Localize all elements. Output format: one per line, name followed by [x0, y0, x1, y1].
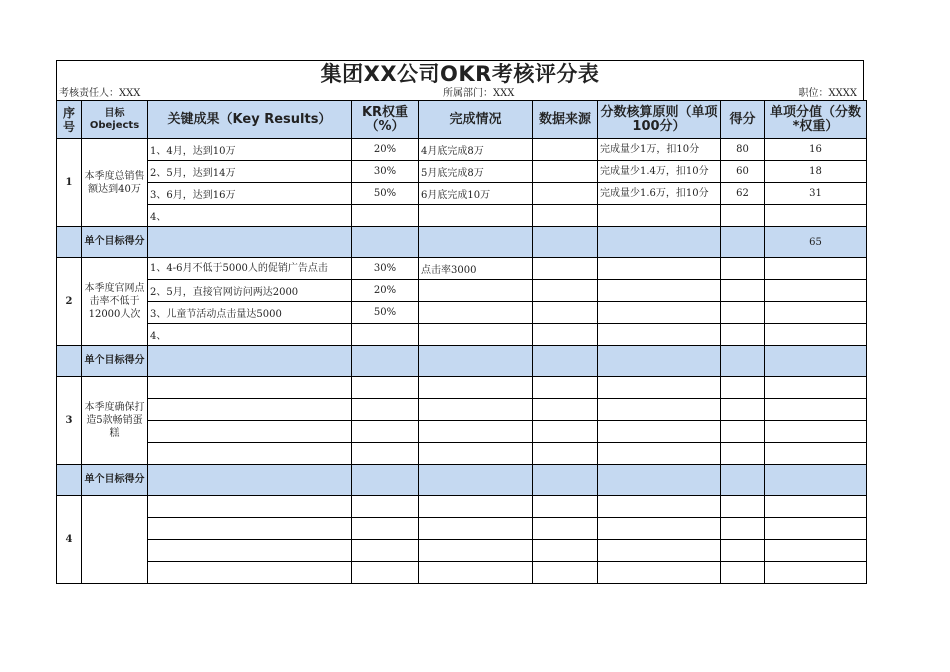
kr-weight[interactable]: 30%: [352, 161, 419, 183]
kr-source[interactable]: [533, 562, 598, 584]
kr-text[interactable]: 2、5月，直接官网访问两达2000: [148, 280, 352, 302]
subtotal-row: [57, 346, 867, 377]
header-item-score: 单项分值（分数*权重）: [765, 101, 867, 139]
kr-text[interactable]: [148, 540, 352, 562]
kr-text[interactable]: 4、: [148, 205, 352, 227]
kr-weight[interactable]: 50%: [352, 302, 419, 324]
okr-score-sheet: [56, 60, 864, 584]
kr-weight[interactable]: [352, 205, 419, 227]
subtotal-row: [57, 465, 867, 496]
kr-item-score[interactable]: [765, 443, 867, 465]
kr-weight[interactable]: [352, 496, 419, 518]
kr-source[interactable]: [533, 258, 598, 280]
kr-item-score[interactable]: [765, 540, 867, 562]
kr-score[interactable]: [721, 562, 765, 584]
kr-completion[interactable]: [419, 377, 533, 399]
kr-item-score[interactable]: [765, 324, 867, 346]
kr-item-score[interactable]: 16: [765, 139, 867, 161]
header-data-source: 数据来源: [533, 101, 598, 139]
kr-weight[interactable]: 20%: [352, 139, 419, 161]
objective-text: 本季度确保打造5款畅销蛋糕: [82, 377, 148, 465]
kr-completion[interactable]: [419, 205, 533, 227]
kr-principle[interactable]: [598, 377, 721, 399]
header-kr-weight: KR权重（%）: [352, 101, 419, 139]
kr-principle[interactable]: [598, 399, 721, 421]
kr-source[interactable]: [533, 280, 598, 302]
kr-row: [57, 496, 867, 518]
kr-row: [57, 302, 867, 324]
kr-source[interactable]: [533, 443, 598, 465]
kr-principle[interactable]: [598, 280, 721, 302]
subtotal-value[interactable]: 65: [765, 227, 867, 258]
kr-item-score[interactable]: [765, 421, 867, 443]
kr-score[interactable]: [721, 421, 765, 443]
kr-item-score[interactable]: [765, 496, 867, 518]
kr-score[interactable]: 60: [721, 161, 765, 183]
header-seq: 序号: [57, 101, 82, 139]
kr-row: [57, 399, 867, 421]
header-key-results: 关键成果（Key Results）: [148, 101, 352, 139]
kr-score[interactable]: [721, 496, 765, 518]
subtotal-label: 单个目标得分: [82, 227, 148, 258]
objective-seq: 3: [57, 377, 82, 465]
subtotal-row: [57, 227, 867, 258]
kr-principle[interactable]: [598, 324, 721, 346]
kr-item-score[interactable]: [765, 377, 867, 399]
header-score-principle: 分数核算原则（单项100分）: [598, 101, 721, 139]
kr-text[interactable]: 2、5月，达到14万: [148, 161, 352, 183]
kr-item-score[interactable]: [765, 258, 867, 280]
kr-text[interactable]: [148, 496, 352, 518]
header-objective: 目标 Obejects: [82, 101, 148, 139]
objective-text: 本季度总销售额达到40万: [82, 139, 148, 227]
kr-principle[interactable]: [598, 443, 721, 465]
kr-source[interactable]: [533, 161, 598, 183]
kr-source[interactable]: [533, 496, 598, 518]
objective-text: [82, 496, 148, 584]
kr-text[interactable]: [148, 421, 352, 443]
kr-source[interactable]: [533, 399, 598, 421]
kr-weight[interactable]: [352, 377, 419, 399]
kr-item-score[interactable]: [765, 280, 867, 302]
kr-weight[interactable]: [352, 399, 419, 421]
kr-text[interactable]: 1、4-6月不低于5000人的促销广告点击: [148, 258, 352, 280]
kr-weight[interactable]: [352, 443, 419, 465]
kr-weight[interactable]: [352, 540, 419, 562]
kr-source[interactable]: [533, 421, 598, 443]
objective-text: 本季度官网点击率不低于12000人次: [82, 258, 148, 346]
kr-source[interactable]: [533, 183, 598, 205]
kr-principle[interactable]: [598, 540, 721, 562]
kr-row: [57, 377, 867, 399]
objective-seq: 2: [57, 258, 82, 346]
kr-text[interactable]: [148, 518, 352, 540]
kr-row: [57, 280, 867, 302]
kr-completion[interactable]: [419, 518, 533, 540]
header-completion: 完成情况: [419, 101, 533, 139]
kr-weight[interactable]: [352, 421, 419, 443]
header-row: [57, 101, 867, 139]
kr-source[interactable]: [533, 540, 598, 562]
kr-item-score[interactable]: [765, 562, 867, 584]
kr-completion[interactable]: [419, 399, 533, 421]
sheet-title: 集团XX公司OKR考核评分表: [56, 60, 864, 88]
kr-row: [57, 421, 867, 443]
kr-row: [57, 540, 867, 562]
kr-completion[interactable]: [419, 302, 533, 324]
kr-completion[interactable]: [419, 421, 533, 443]
kr-source[interactable]: [533, 377, 598, 399]
info-row: [56, 88, 864, 100]
kr-score[interactable]: 80: [721, 139, 765, 161]
kr-principle[interactable]: 完成量少1.4万，扣10分: [598, 161, 721, 183]
kr-score[interactable]: [721, 399, 765, 421]
kr-source[interactable]: [533, 302, 598, 324]
kr-weight[interactable]: [352, 324, 419, 346]
kr-text[interactable]: [148, 443, 352, 465]
kr-completion[interactable]: 4月底完成8万: [419, 139, 533, 161]
okr-table: [56, 100, 867, 584]
kr-completion[interactable]: 6月底完成10万: [419, 183, 533, 205]
kr-source[interactable]: [533, 518, 598, 540]
kr-row: [57, 183, 867, 205]
kr-weight[interactable]: [352, 562, 419, 584]
kr-row: [57, 161, 867, 183]
objective-seq: 4: [57, 496, 82, 584]
kr-text[interactable]: [148, 377, 352, 399]
kr-score[interactable]: [721, 280, 765, 302]
kr-item-score[interactable]: [765, 518, 867, 540]
kr-score[interactable]: [721, 205, 765, 227]
department: 所属部门：XXX: [443, 88, 515, 99]
kr-principle[interactable]: [598, 518, 721, 540]
kr-weight[interactable]: 50%: [352, 183, 419, 205]
kr-item-score[interactable]: 31: [765, 183, 867, 205]
kr-completion[interactable]: 点击率3000: [419, 258, 533, 280]
kr-weight[interactable]: 20%: [352, 280, 419, 302]
kr-source[interactable]: [533, 324, 598, 346]
kr-score[interactable]: 62: [721, 183, 765, 205]
kr-weight[interactable]: 30%: [352, 258, 419, 280]
kr-principle[interactable]: [598, 496, 721, 518]
kr-principle[interactable]: [598, 258, 721, 280]
kr-row: [57, 518, 867, 540]
kr-principle[interactable]: [598, 421, 721, 443]
kr-completion[interactable]: [419, 324, 533, 346]
kr-item-score[interactable]: [765, 205, 867, 227]
responsible-person: 考核责任人：XXX: [59, 88, 141, 99]
header-score: 得分: [721, 101, 765, 139]
kr-completion[interactable]: [419, 280, 533, 302]
subtotal-label: 单个目标得分: [82, 465, 148, 496]
kr-score[interactable]: [721, 302, 765, 324]
kr-row: [57, 139, 867, 161]
kr-row: [57, 205, 867, 227]
kr-text[interactable]: 3、儿童节活动点击量达5000: [148, 302, 352, 324]
kr-score[interactable]: [721, 518, 765, 540]
kr-item-score[interactable]: [765, 399, 867, 421]
kr-text[interactable]: 4、: [148, 324, 352, 346]
kr-principle[interactable]: [598, 205, 721, 227]
kr-principle[interactable]: [598, 562, 721, 584]
position: 职位：XXXX: [798, 88, 857, 99]
kr-completion[interactable]: 5月底完成8万: [419, 161, 533, 183]
kr-text[interactable]: [148, 562, 352, 584]
kr-source[interactable]: [533, 139, 598, 161]
kr-principle[interactable]: 完成量少1万，扣10分: [598, 139, 721, 161]
kr-completion[interactable]: [419, 496, 533, 518]
kr-text[interactable]: 1、4月，达到10万: [148, 139, 352, 161]
kr-completion[interactable]: [419, 540, 533, 562]
subtotal-value[interactable]: [765, 465, 867, 496]
kr-row: [57, 324, 867, 346]
kr-weight[interactable]: [352, 518, 419, 540]
kr-completion[interactable]: [419, 562, 533, 584]
kr-row: [57, 562, 867, 584]
kr-item-score[interactable]: [765, 302, 867, 324]
kr-principle[interactable]: [598, 302, 721, 324]
subtotal-value[interactable]: [765, 346, 867, 377]
kr-row: [57, 443, 867, 465]
kr-completion[interactable]: [419, 443, 533, 465]
kr-row: [57, 258, 867, 280]
kr-score[interactable]: [721, 443, 765, 465]
kr-principle[interactable]: 完成量少1.6万，扣10分: [598, 183, 721, 205]
subtotal-label: 单个目标得分: [82, 346, 148, 377]
kr-score[interactable]: [721, 540, 765, 562]
kr-text[interactable]: [148, 399, 352, 421]
kr-score[interactable]: [721, 324, 765, 346]
kr-score[interactable]: [721, 258, 765, 280]
kr-text[interactable]: 3、6月，达到16万: [148, 183, 352, 205]
kr-score[interactable]: [721, 377, 765, 399]
objective-seq: 1: [57, 139, 82, 227]
kr-source[interactable]: [533, 205, 598, 227]
kr-item-score[interactable]: 18: [765, 161, 867, 183]
